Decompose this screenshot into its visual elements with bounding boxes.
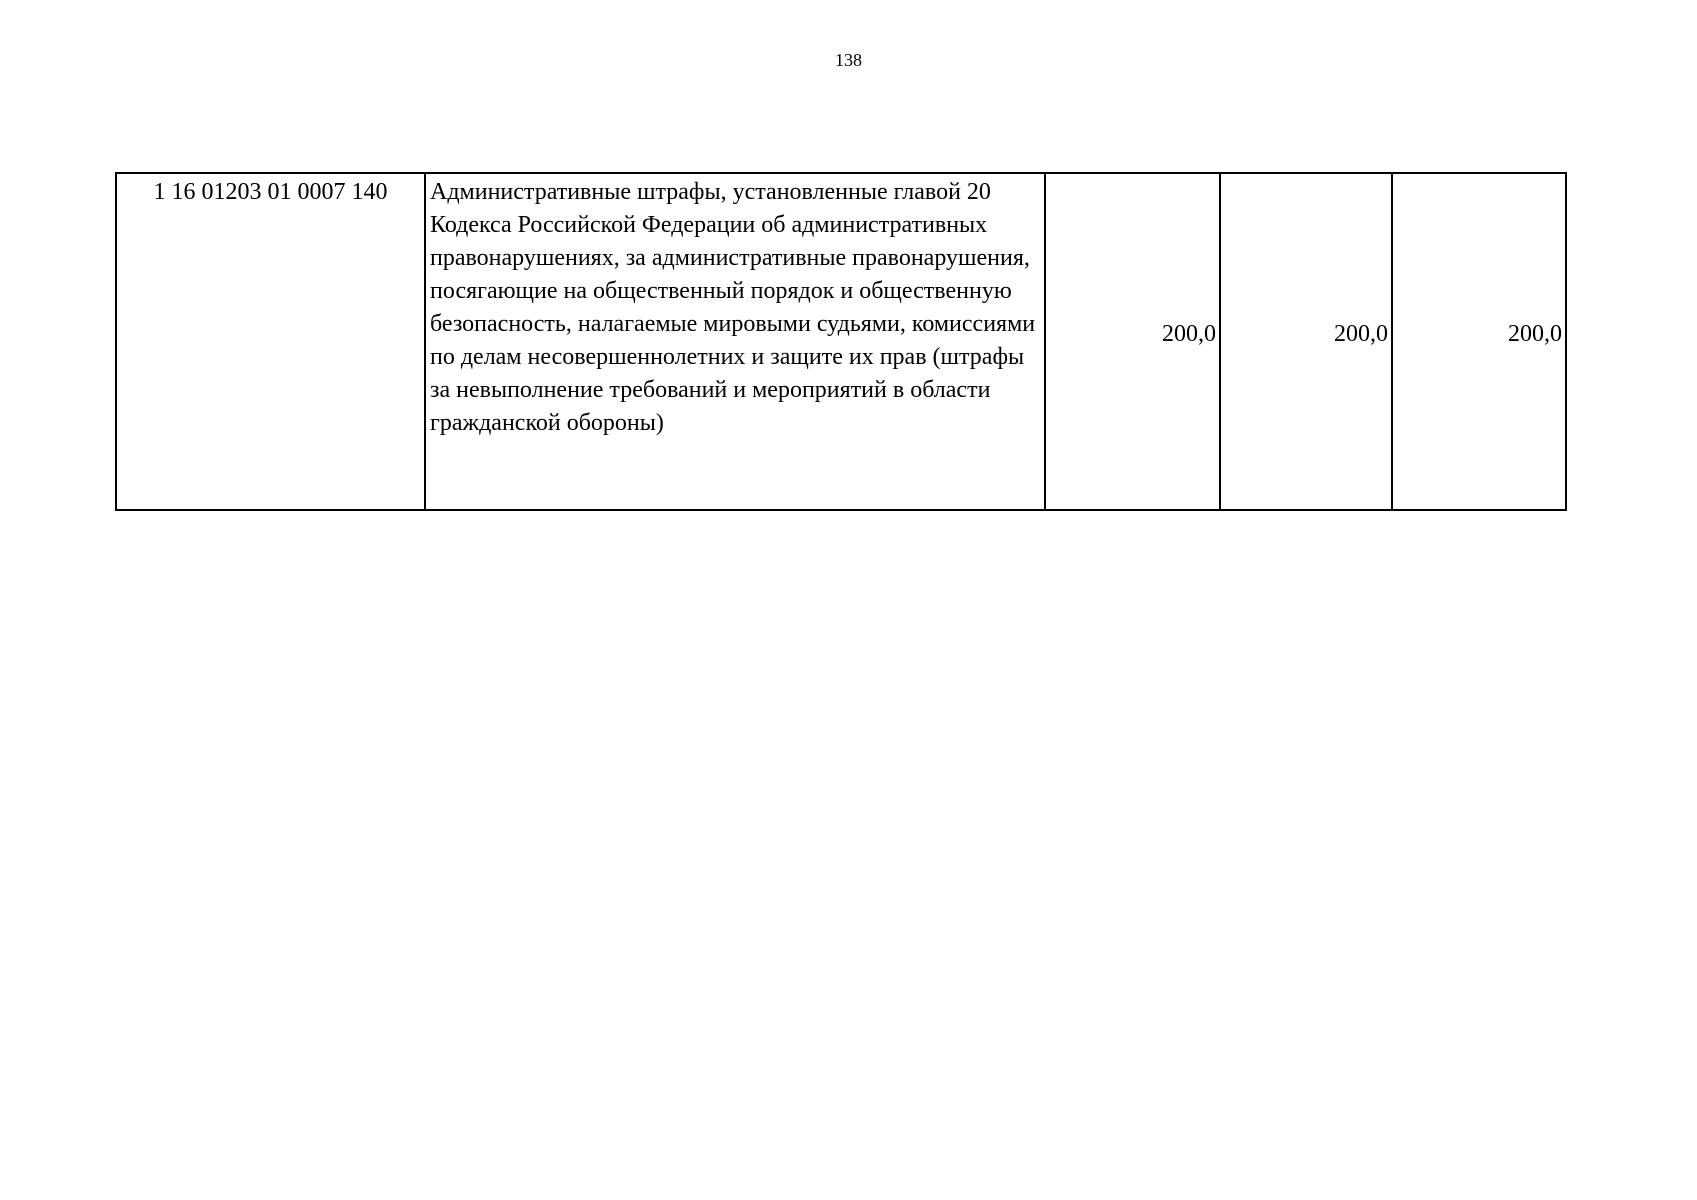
- amount-cell-1: 200,0: [1045, 173, 1220, 510]
- revenue-name-cell: Административные штрафы, установленные главой 20 Кодекса Российской Федерации об административных правонарушениях, за административные правонарушения, посягающие на общественный порядок и общественную безопасность, налагаемые мировыми судьями, комиссиями по делам несовершеннолетних и защите их прав (штрафы за невыполнение требований и мероприятий в области гражданской обороны): [425, 173, 1045, 510]
- page-number: 138: [835, 50, 862, 70]
- budget-table: [115, 172, 1567, 511]
- amount-cell-3: 200,0: [1392, 173, 1566, 510]
- table-row: [116, 173, 1566, 510]
- budget-code-cell: 1 16 01203 01 0007 140: [116, 173, 425, 510]
- amount-cell-2: 200,0: [1220, 173, 1392, 510]
